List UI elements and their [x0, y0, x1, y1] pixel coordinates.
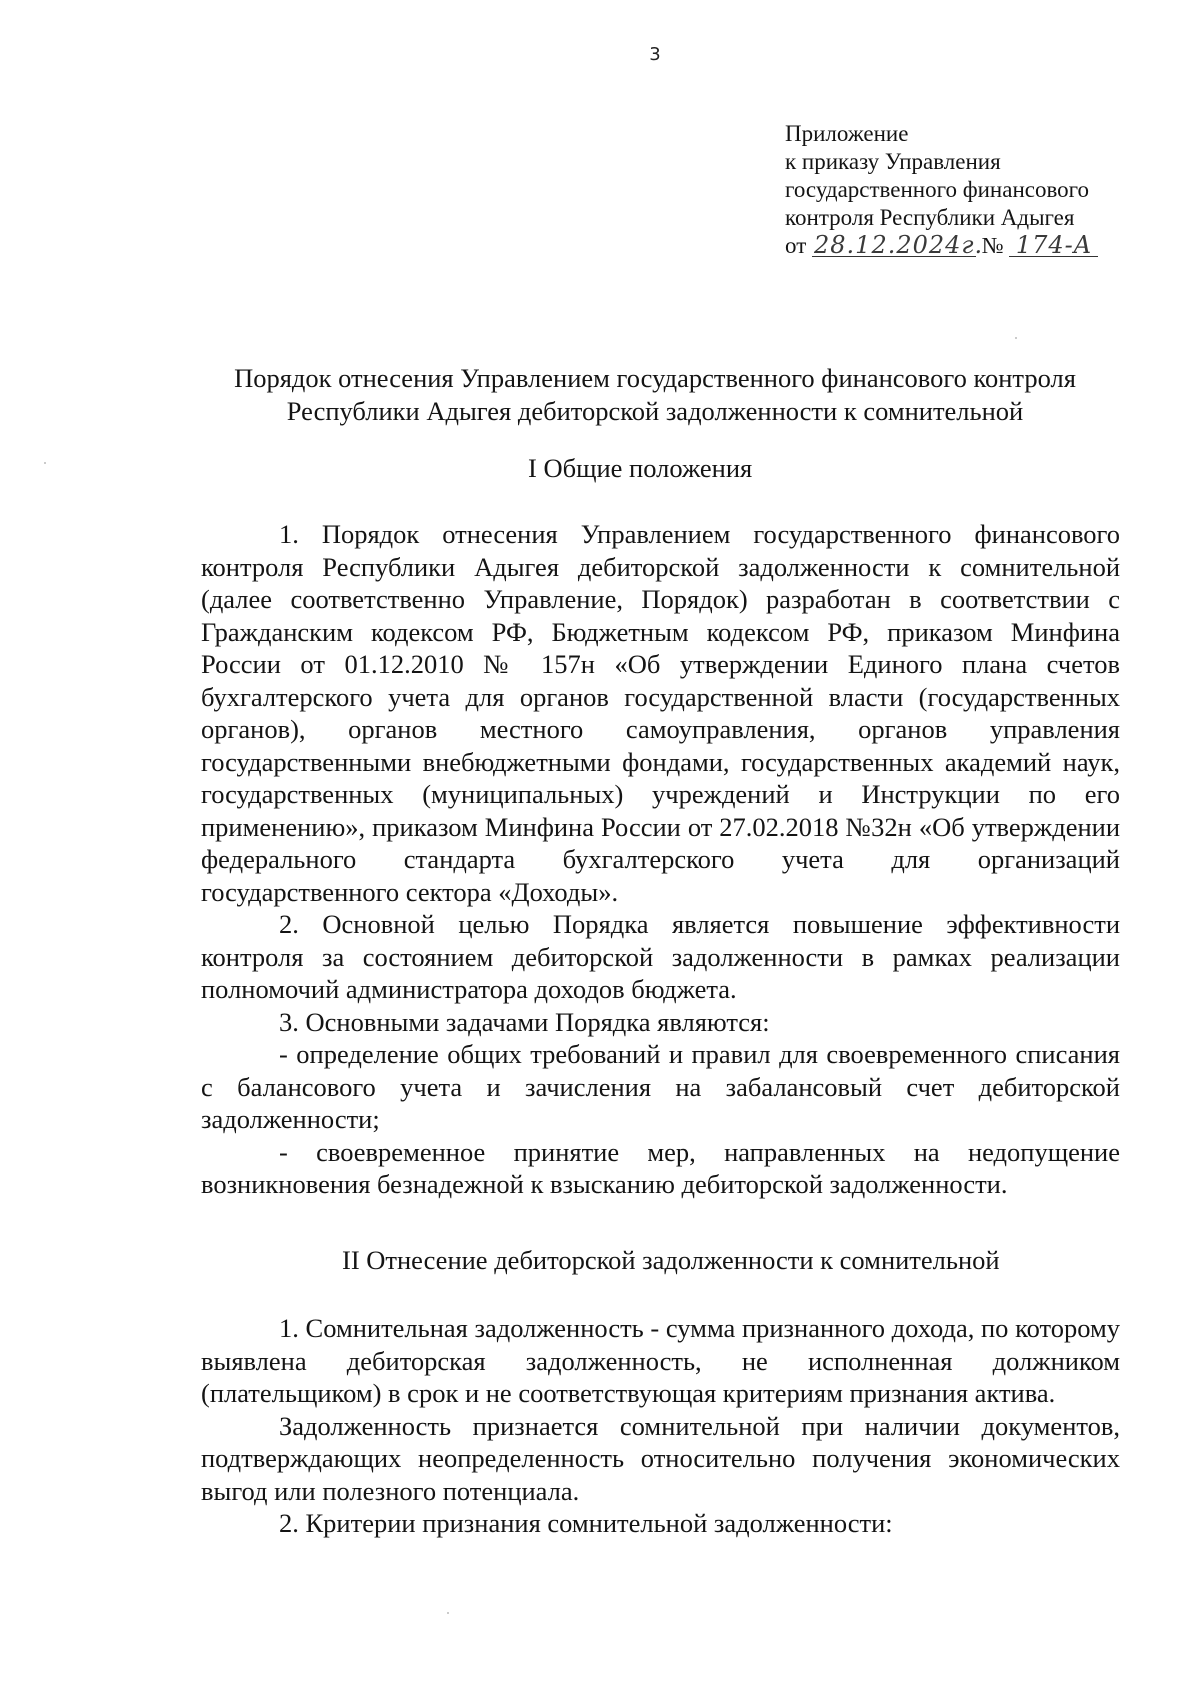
scan-speck	[1015, 337, 1017, 339]
section-1-paragraph-3: 3. Основными задачами Порядка являются:	[279, 1006, 770, 1037]
title-line-1: Порядок отнесения Управлением государственного финансового контроля	[234, 363, 1076, 393]
section-1-paragraph-4: - определение общих требований и правил для своевременного списания с балансового учета и зачисления на забалансовый счет дебиторской задолженности;	[201, 1039, 1120, 1134]
section-2-paragraph-2: Задолженность признается сомнительной при наличии документов, подтверждающих неопределенность относительно получения экономических выгод или полезного потенциала.	[201, 1410, 1120, 1506]
handwritten-order-number: 174-A	[1009, 234, 1098, 257]
handwritten-date: 28.12.2024г.	[814, 231, 984, 259]
section-2-body	[201, 1312, 1120, 1540]
section-1-body	[201, 518, 1120, 1201]
appendix-line-1: Приложение	[785, 121, 909, 146]
scan-speck	[44, 462, 46, 464]
section-2-paragraph-3: 2. Критерии признания сомнительной задолженности:	[279, 1508, 893, 1538]
section-2-heading: II Отнесение дебиторской задолженности к сомнительной	[342, 1245, 1000, 1275]
scan-speck	[447, 1612, 449, 1614]
appendix-line-3: государственного финансового	[785, 177, 1090, 202]
appendix-line-2: к приказу Управления	[785, 149, 1001, 174]
title-line-2: Республики Адыгея дебиторской задолженности к сомнительной	[286, 396, 1024, 426]
section-1-heading: I Общие положения	[528, 453, 753, 483]
appendix-block	[785, 120, 1165, 260]
section-1-paragraph-5: - своевременное принятие мер, направленных на недопущение возникновения безнадежной к взысканию дебиторской задолженности.	[201, 1136, 1120, 1199]
page-number: 3	[649, 44, 661, 65]
number-sign: №	[981, 233, 1004, 258]
appendix-date-line	[785, 232, 1165, 260]
section-1-paragraph-1: 1. Порядок отнесения Управлением государственного финансового контроля Республики Адыгея дебиторской задолженности к сомнительной (далее соответственно Управление, Порядок) разработан в соответствии с Гражданским кодексом РФ, Бюджетным кодексом РФ, приказом Минфина России от 01.12.2010 № 157н «Об утверждении Единого плана счетов бухгалтерского учета для органов государственной власти (государственных органов), органов местного самоуправления, органов управления государственными внебюджетными фондами, государственных академий наук, государственных (муниципальных) учреждений и Инструкции по его применению», приказом Минфина России от 27.02.2018 №32н «Об утверждении федерального стандарта бухгалтерского учета для организаций государственного сектора «Доходы».	[201, 519, 1120, 907]
document-title	[190, 362, 1120, 428]
date-prefix: от	[785, 233, 807, 258]
section-2-paragraph-1: 1. Сомнительная задолженность - сумма признанного дохода, по которому выявлена дебиторская задолженность, не исполненная должником (плательщиком) в срок и не соответствующая критериям признания актива.	[201, 1313, 1120, 1408]
appendix-line-4: контроля Республики Адыгея	[785, 205, 1075, 230]
section-1-paragraph-2: 2. Основной целью Порядка является повышение эффективности контроля за состоянием дебиторской задолженности в рамках реализации полномочий администратора доходов бюджета.	[201, 909, 1120, 1004]
